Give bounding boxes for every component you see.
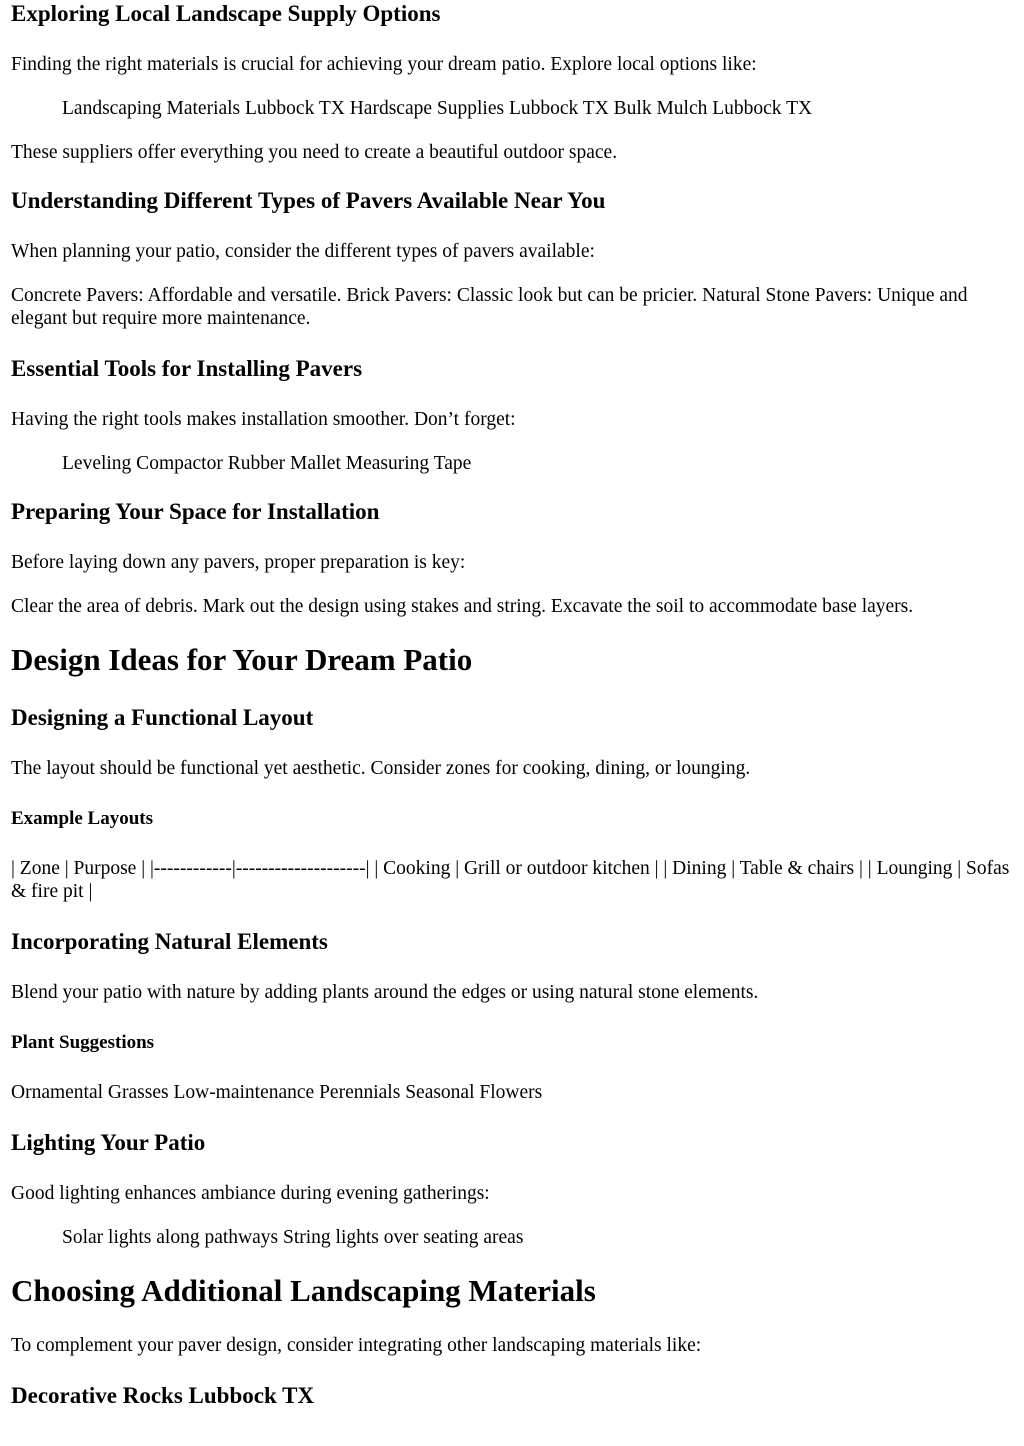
subsection-heading-layout: Designing a Functional Layout	[11, 705, 314, 730]
list-lighting: Solar lights along pathways String lights over seating areas	[62, 1227, 524, 1248]
list-preparation-steps: Clear the area of debris. Mark out the design using stakes and string. Excavate the soil to accommodate base layers.	[11, 596, 914, 617]
paragraph-exploring-intro: Finding the right materials is crucial for achieving your dream patio. Explore local options like:	[11, 54, 757, 75]
section-heading-pavers: Understanding Different Types of Pavers Available Near You	[11, 188, 606, 213]
paragraph-additional-text: To complement your paver design, consider integrating other landscaping materials like:	[11, 1335, 702, 1356]
section-heading-preparing: Preparing Your Space for Installation	[11, 499, 380, 524]
layout-table-text: | Zone | Purpose | |------------|--------------------| | Cooking | Grill or outdoor kitchen | | Dining | Table & chairs | | Lounging | Sofas & fire pit |	[11, 858, 1010, 902]
subheading-plant-suggestions: Plant Suggestions	[11, 1032, 155, 1053]
section-heading-additional: Choosing Additional Landscaping Materials	[11, 1273, 596, 1308]
section-heading-design: Design Ideas for Your Dream Patio	[11, 642, 473, 677]
list-supply-options: Landscaping Materials Lubbock TX Hardscape Supplies Lubbock TX Bulk Mulch Lubbock TX	[62, 98, 813, 119]
section-heading-exploring: Exploring Local Landscape Supply Options	[11, 1, 441, 26]
list-plant-suggestions: Ornamental Grasses Low-maintenance Perennials Seasonal Flowers	[11, 1082, 543, 1103]
list-tools: Leveling Compactor Rubber Mallet Measuring Tape	[62, 453, 472, 474]
paragraph-exploring-outro: These suppliers offer everything you need to create a beautiful outdoor space.	[11, 142, 618, 163]
paragraph-preparing-intro: Before laying down any pavers, proper preparation is key:	[11, 552, 466, 573]
subsection-heading-lighting: Lighting Your Patio	[11, 1130, 206, 1155]
section-heading-tools: Essential Tools for Installing Pavers	[11, 356, 363, 381]
subsection-heading-natural: Incorporating Natural Elements	[11, 929, 328, 954]
list-paver-types: Concrete Pavers: Affordable and versatile. Brick Pavers: Classic look but can be pricier. Natural Stone Pavers: Unique and elegant but require more maintenance.	[11, 285, 968, 329]
paragraph-lighting-text: Good lighting enhances ambiance during evening gatherings:	[11, 1183, 490, 1204]
subsection-heading-decorative-rocks: Decorative Rocks Lubbock TX	[11, 1383, 315, 1408]
paragraph-layout-text: The layout should be functional yet aesthetic. Consider zones for cooking, dining, or lounging.	[11, 758, 751, 779]
subheading-example-layouts: Example Layouts	[11, 808, 153, 829]
paragraph-natural-text: Blend your patio with nature by adding plants around the edges or using natural stone elements.	[11, 982, 759, 1003]
paragraph-tools-intro: Having the right tools makes installation smoother. Don’t forget:	[11, 409, 516, 430]
paragraph-pavers-intro: When planning your patio, consider the different types of pavers available:	[11, 241, 595, 262]
